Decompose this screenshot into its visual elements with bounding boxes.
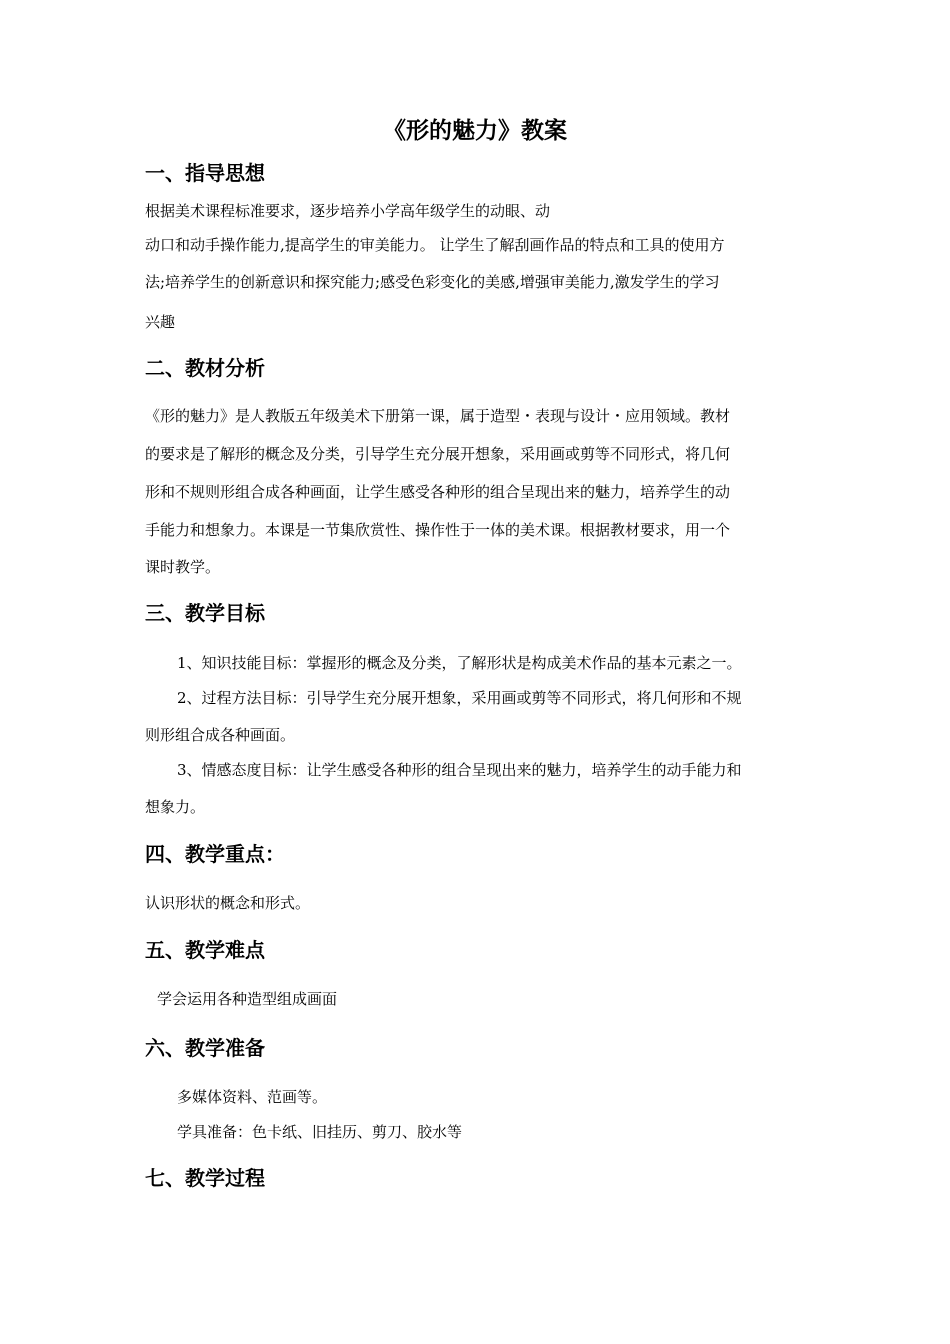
paragraph-line: 兴趣 <box>145 313 176 331</box>
page-title: 《形的魅力》教案 <box>383 117 567 144</box>
goal-item: 1、知识技能目标：掌握形的概念及分类，了解形状是构成美术作品的基本元素之一。 <box>177 654 742 672</box>
paragraph-line: 《形的魅力》是人教版五年级美术下册第一课，属于造型・表现与设计・应用领域。教材 <box>145 407 731 425</box>
paragraph-line: 形和不规则形组合成各种画面，让学生感受各种形的组合呈现出来的魅力，培养学生的动 <box>145 483 731 501</box>
section-heading-guiding-ideology: 一、指导思想 <box>145 161 265 185</box>
section-heading-difficulties: 五、教学难点 <box>145 938 265 962</box>
goal-item: 3、情感态度目标：让学生感受各种形的组合呈现出来的魅力，培养学生的动手能力和 <box>177 761 742 779</box>
section-heading-material-analysis: 二、教材分析 <box>145 356 265 380</box>
paragraph-line: 法;培养学生的创新意识和探究能力;感受色彩变化的美感,增强审美能力,激发学生的学习 <box>145 273 720 291</box>
paragraph-line: 想象力。 <box>145 798 206 816</box>
paragraph-line: 课时教学。 <box>145 558 221 576</box>
paragraph-line: 认识形状的概念和形式。 <box>145 894 311 912</box>
paragraph-line: 动口和动手操作能力,提高学生的审美能力。 让学生了解刮画作品的特点和工具的使用方 <box>145 236 725 254</box>
section-heading-teaching-goals: 三、教学目标 <box>145 601 265 625</box>
paragraph-line: 学具准备：色卡纸、旧挂历、剪刀、胶水等 <box>177 1123 463 1141</box>
paragraph-line: 的要求是了解形的概念及分类，引导学生充分展开想象，采用画或剪等不同形式，将几何 <box>145 445 731 463</box>
paragraph-line: 根据美术课程标准要求，逐步培养小学高年级学生的动眼、动 <box>145 202 551 220</box>
section-heading-key-points: 四、教学重点： <box>145 842 285 866</box>
goal-item: 2、过程方法目标：引导学生充分展开想象，采用画或剪等不同形式，将几何形和不规 <box>177 689 742 707</box>
paragraph-line: 学会运用各种造型组成画面 <box>157 990 338 1008</box>
section-heading-preparation: 六、教学准备 <box>145 1036 265 1060</box>
paragraph-line: 手能力和想象力。本课是一节集欣赏性、操作性于一体的美术课。根据教材要求，用一个 <box>145 521 731 539</box>
section-heading-teaching-process: 七、教学过程 <box>145 1166 265 1190</box>
paragraph-line: 多媒体资料、范画等。 <box>177 1088 328 1106</box>
paragraph-line: 则形组合成各种画面。 <box>145 726 296 744</box>
